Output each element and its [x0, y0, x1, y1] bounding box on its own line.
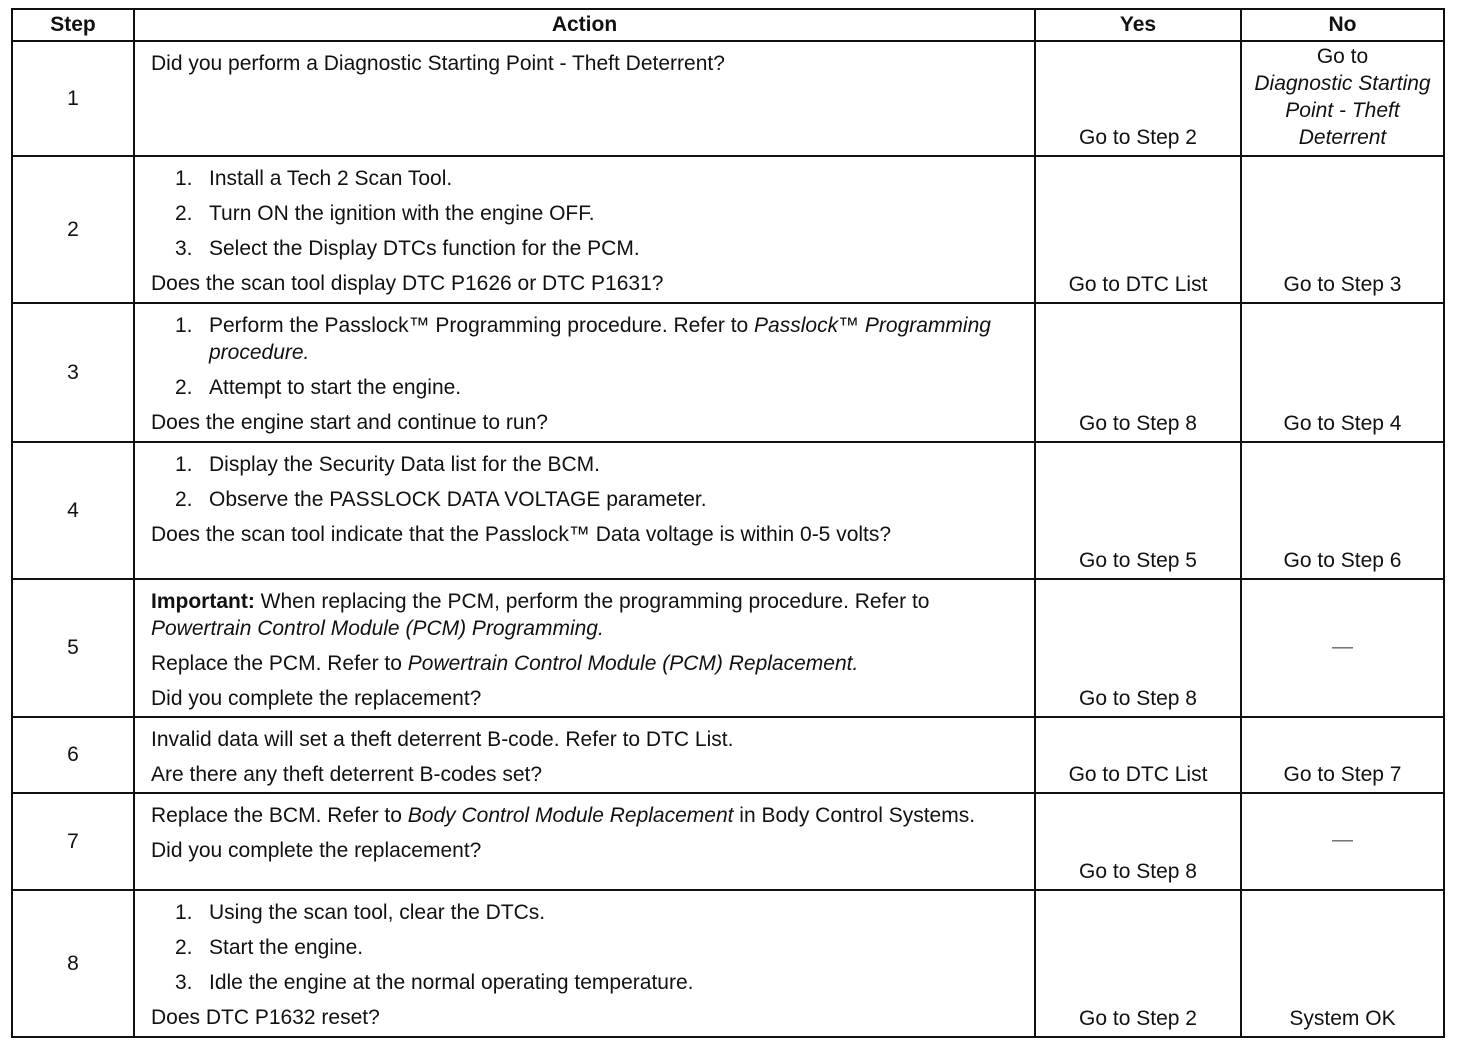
step-number: 7	[12, 793, 134, 890]
text-segment: Attempt to start the engine.	[209, 376, 462, 399]
text-segment: Invalid data will set a theft deterrent B-code. Refer to DTC List.	[151, 728, 734, 751]
paragraph	[151, 521, 1022, 548]
table-row	[12, 717, 1444, 793]
yes-cell	[1035, 579, 1241, 717]
list-text	[209, 165, 452, 192]
text-segment: Did you complete the replacement?	[151, 839, 482, 862]
action-cell	[134, 303, 1035, 442]
table-row	[12, 156, 1444, 303]
list-item	[151, 899, 1022, 926]
list-text	[209, 969, 693, 996]
result-text: Go to Step 8	[1079, 860, 1197, 883]
text-segment: Did you perform a Diagnostic Starting Point - Theft Deterrent?	[151, 52, 725, 75]
result-text: Go to Step 8	[1079, 687, 1197, 710]
list-text	[209, 486, 707, 513]
list-number: 2.	[175, 202, 193, 225]
result-text: Go to DTC List	[1068, 273, 1208, 296]
paragraph	[151, 50, 1022, 77]
result-text: Go to Step 2	[1079, 1007, 1197, 1030]
text-segment: Does DTC P1632 reset?	[151, 1006, 380, 1029]
text-segment: Body Control Module Replacement	[407, 804, 734, 827]
table-row	[12, 41, 1444, 156]
text-segment: Replace the PCM. Refer to	[151, 652, 408, 675]
text-segment: Replace the BCM. Refer to	[151, 804, 408, 827]
result-text: Go to Step 8	[1079, 412, 1197, 435]
step-number: 5	[12, 579, 134, 717]
text-segment: Start the engine.	[209, 936, 364, 959]
dash: —	[1332, 828, 1353, 851]
list-number: 3.	[175, 971, 193, 994]
action-cell	[134, 442, 1035, 579]
yes-cell	[1035, 717, 1241, 793]
yes-cell	[1035, 442, 1241, 579]
list-text	[209, 312, 1022, 366]
text-segment: Install a Tech 2 Scan Tool.	[209, 167, 453, 190]
header-step: Step	[12, 9, 134, 41]
paragraph	[151, 685, 1022, 712]
text-segment: When replacing the PCM, perform the programming procedure. Refer to	[254, 590, 930, 613]
step-number: 2	[12, 156, 134, 303]
result-text: Go to Step 4	[1283, 412, 1402, 435]
yes-cell	[1035, 793, 1241, 890]
text-segment: Perform the Passlock™ Programming procedure. Refer to	[209, 314, 755, 337]
no-cell	[1241, 442, 1444, 579]
no-cell	[1241, 890, 1444, 1037]
text-segment: Did you complete the replacement?	[151, 687, 482, 710]
paragraph	[151, 409, 1022, 436]
list-number: 1.	[175, 453, 193, 476]
table-row	[12, 442, 1444, 579]
header-no: No	[1241, 9, 1444, 41]
step-number: 8	[12, 890, 134, 1037]
paragraph	[151, 837, 1022, 864]
list-item	[151, 934, 1022, 961]
text-segment: Does the engine start and continue to run?	[151, 411, 548, 434]
step-number: 6	[12, 717, 134, 793]
no-cell	[1241, 717, 1444, 793]
text-segment: Passlock™ Programming procedure.	[209, 314, 991, 364]
list-text	[209, 934, 363, 961]
paragraph	[151, 588, 1022, 642]
no-cell	[1241, 793, 1444, 890]
table-row	[12, 890, 1444, 1037]
action-cell	[134, 890, 1035, 1037]
text-segment: Powertrain Control Module (PCM) Programming.	[151, 617, 604, 640]
text-segment: Are there any theft deterrent B-codes set?	[151, 763, 543, 786]
action-cell	[134, 41, 1035, 156]
no-cell	[1241, 579, 1444, 717]
list-number: 1.	[175, 901, 193, 924]
list-number: 1.	[175, 314, 193, 337]
list-item	[151, 165, 1022, 192]
list-text	[209, 899, 545, 926]
header-yes: Yes	[1035, 9, 1241, 41]
list-item	[151, 451, 1022, 478]
table-row	[12, 793, 1444, 890]
list-item	[151, 235, 1022, 262]
no-cell	[1241, 303, 1444, 442]
list-item	[151, 200, 1022, 227]
result-text: Go to Step 6	[1283, 549, 1402, 572]
paragraph	[151, 270, 1022, 297]
list-item	[151, 969, 1022, 996]
action-cell	[134, 156, 1035, 303]
result-text: Diagnostic Starting Point - Theft Deterrent	[1254, 72, 1431, 149]
yes-cell	[1035, 303, 1241, 442]
list-number: 2.	[175, 936, 193, 959]
table-row	[12, 303, 1444, 442]
no-cell	[1241, 41, 1444, 156]
list-number: 2.	[175, 488, 193, 511]
step-number: 1	[12, 41, 134, 156]
result-text: Go to DTC List	[1068, 763, 1208, 786]
paragraph	[151, 802, 1022, 829]
result-text: Go to	[1316, 45, 1369, 68]
action-cell	[134, 717, 1035, 793]
text-segment: Important:	[151, 590, 255, 613]
dash: —	[1332, 634, 1353, 658]
list-item	[151, 312, 1022, 366]
list-text	[209, 235, 640, 262]
list-item	[151, 486, 1022, 513]
step-number: 4	[12, 442, 134, 579]
header-action: Action	[134, 9, 1035, 41]
list-text	[209, 374, 461, 401]
result-text: Go to Step 2	[1079, 126, 1197, 149]
list-number: 1.	[175, 167, 193, 190]
table-row	[12, 579, 1444, 717]
list-text	[209, 451, 600, 478]
text-segment: Turn ON the ignition with the engine OFF.	[209, 202, 595, 225]
text-segment: in Body Control Systems.	[733, 804, 976, 827]
text-segment: Powertrain Control Module (PCM) Replacement.	[407, 652, 859, 675]
yes-cell	[1035, 41, 1241, 156]
list-item	[151, 374, 1022, 401]
step-number: 3	[12, 303, 134, 442]
list-number: 2.	[175, 376, 193, 399]
text-segment: Does the scan tool indicate that the Passlock™ Data voltage is within 0-5 volts?	[151, 523, 892, 546]
result-text: Go to Step 7	[1283, 763, 1402, 786]
diagnostic-table	[11, 8, 1445, 1038]
yes-cell	[1035, 890, 1241, 1037]
paragraph	[151, 1004, 1022, 1031]
paragraph	[151, 726, 1022, 753]
text-segment: Does the scan tool display DTC P1626 or DTC P1631?	[151, 272, 664, 295]
result-text: System OK	[1289, 1007, 1396, 1030]
paragraph	[151, 650, 1022, 677]
no-cell	[1241, 156, 1444, 303]
paragraph	[151, 761, 1022, 788]
yes-cell	[1035, 156, 1241, 303]
text-segment: Idle the engine at the normal operating temperature.	[209, 971, 694, 994]
text-segment: Select the Display DTCs function for the PCM.	[209, 237, 640, 260]
action-cell	[134, 579, 1035, 717]
action-cell	[134, 793, 1035, 890]
text-segment: Using the scan tool, clear the DTCs.	[209, 901, 546, 924]
list-number: 3.	[175, 237, 193, 260]
result-text: Go to Step 5	[1079, 549, 1197, 572]
text-segment: Observe the PASSLOCK DATA VOLTAGE parameter.	[209, 488, 707, 511]
header-row	[12, 9, 1444, 41]
result-text: Go to Step 3	[1283, 273, 1402, 296]
text-segment: Display the Security Data list for the BCM.	[209, 453, 600, 476]
list-text	[209, 200, 595, 227]
